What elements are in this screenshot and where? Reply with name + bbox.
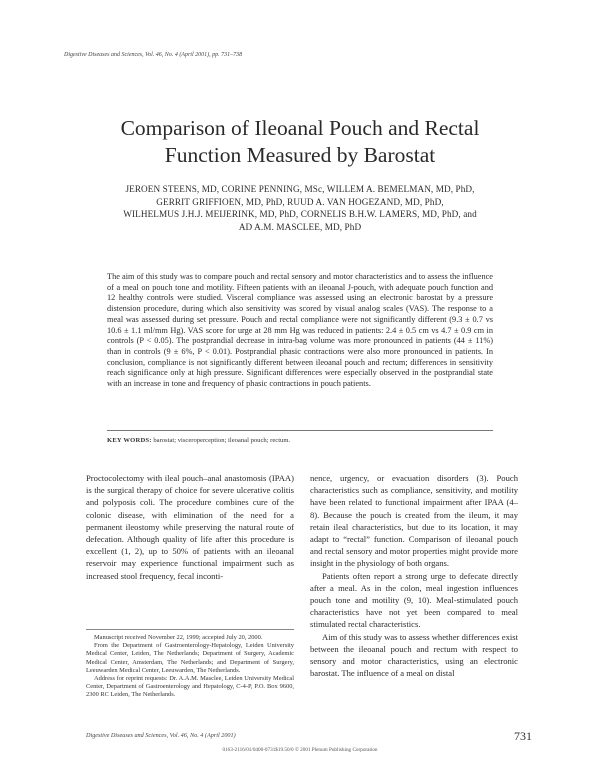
- page-number: 731: [514, 729, 532, 743]
- body-paragraph: Proctocolectomy with ileal pouch–anal anastomosis (IPAA) is the surgical therapy of choice for severe ulcerative colitis and polyposis coli. The procedure combines cure of the colonic disease, with elimination of the need for a permanent ileostomy while preserving the natural route of defecation. Although quality of life after this procedure is excellent (1, 2), up to 50% of patients with an ileoanal reservoir may experience functional impairment such as increased stool frequency, fecal inconti-: [86, 473, 294, 581]
- footnote: Manuscript received November 22, 1999; accepted July 20, 2000.: [94, 634, 263, 641]
- body-column-left: [86, 472, 294, 582]
- article-title: [40, 115, 560, 169]
- body-paragraph: Patients often report a strong urge to defecate directly after a meal. As in the colon, meal ingestion influences pouch tone and motility (9, 10). Meal-stimulated pouch characteristics have not yet been compared to meal stimulated rectal characteristics.: [310, 570, 518, 630]
- body-paragraph: nence, urgency, or evacuation disorders (3). Pouch characteristics such as compliance, sensitivity, and motility have been related to functional impairment after IPAA (4–8). Because the pouch is created from the ileum, it may retain ileal characteristics, but due to its location, it may adapt to “rectal” function. Comparison of ileoanal pouch and rectal sensory and motor properties might provide more insight in the physiology of both organs.: [310, 473, 518, 569]
- body-paragraph: Aim of this study was to assess whether differences exist between the ileoanal pouch and rectum with respect to sensory and motor characteristics, using an electronic barostat. The influence of a meal on distal: [310, 631, 518, 679]
- author-line: JEROEN STEENS, MD, CORINE PENNING, MSc, WILLEM A. BEMELMAN, MD, PhD,: [125, 184, 475, 194]
- title-line: Comparison of Ileoanal Pouch and Rectal: [120, 116, 480, 140]
- body-column-right: [310, 472, 518, 679]
- keywords-text: barostat; visceroperception; ileoanal pouch; rectum.: [153, 437, 291, 444]
- footnote-divider: [86, 629, 294, 630]
- keywords: [107, 437, 493, 444]
- footer-copyright: 0163-2116/01/0400-0731$19.50/0 © 2001 Plenum Publishing Corporation: [222, 747, 378, 753]
- footnotes: [86, 634, 294, 700]
- abstract: The aim of this study was to compare pouch and rectal sensory and motor characteristics and to assess the influence of a meal on pouch tone and motility. Fifteen patients with an ileoanal J-pouch, with adequate pouch function and 12 healthy controls were studied. Visceral compliance was assessed using an electronic barostat by a pressure distension procedure, during which also sensitivity was scored by visual analog scales (VAS). The response to a meal was assessed during set pressure. Pouch and rectal compliance were not significantly different (9.3 ± 0.7 vs 10.6 ± 1.1 ml/mm Hg). VAS score for urge at 28 mm Hg was reduced in patients: 2.4 ± 0.5 cm vs 4.7 ± 0.9 cm in controls (P < 0.05). The postprandial decrease in intra-bag volume was more pronounced in patients (44 ± 11%) than in controls (9 ± 6%, P < 0.01). Postprandial phasic contractions were also more pronounced in patients. In conclusion, compliance is not significantly different between ileoanal pouch and rectum; differences in sensitivity reach significance only at high pressure. Significant differences were especially observed in the postprandial state with an increase in tone and frequency of phasic contractions in pouch patients.: [107, 272, 493, 389]
- keywords-label: KEY WORDS:: [107, 437, 152, 444]
- footnote: Address for reprint requests: Dr. A.A.M. Masclee, Leiden University Medical Center, Department of Gastroenterology and Hepatology, C-4-P, P.O. Box 9600, 2300 RC Leiden, The Netherlands.: [86, 675, 294, 699]
- footer-journal: Digestive Diseases and Sciences, Vol. 46, No. 4 (April 2001): [86, 732, 236, 739]
- abstract-divider: [107, 430, 493, 431]
- footnote: From the Department of Gastroenterology-Hepatology, Leiden University Medical Center, Leiden, The Netherlands; Department of Surgery, Academic Medical Center, Amsterdam, The Netherlands; and Department of Surgery, Leeuwarden Medical Center, Leeuwarden, The Netherlands.: [86, 642, 294, 674]
- author-line: GERRIT GRIFFIOEN, MD, PhD, RUUD A. VAN HOGEZAND, MD, PhD,: [156, 196, 444, 207]
- title-line: Function Measured by Barostat: [164, 143, 436, 167]
- running-head: Digestive Diseases and Sciences, Vol. 46, No. 4 (April 2001), pp. 731–738: [64, 52, 243, 58]
- author-list: [70, 183, 530, 233]
- author-line: WILHELMUS J.H.J. MEIJERINK, MD, PhD, CORNELIS B.H.W. LAMERS, MD, PhD, and: [123, 209, 477, 219]
- author-line: AD A.M. MASCLEE, MD, PhD: [238, 221, 362, 232]
